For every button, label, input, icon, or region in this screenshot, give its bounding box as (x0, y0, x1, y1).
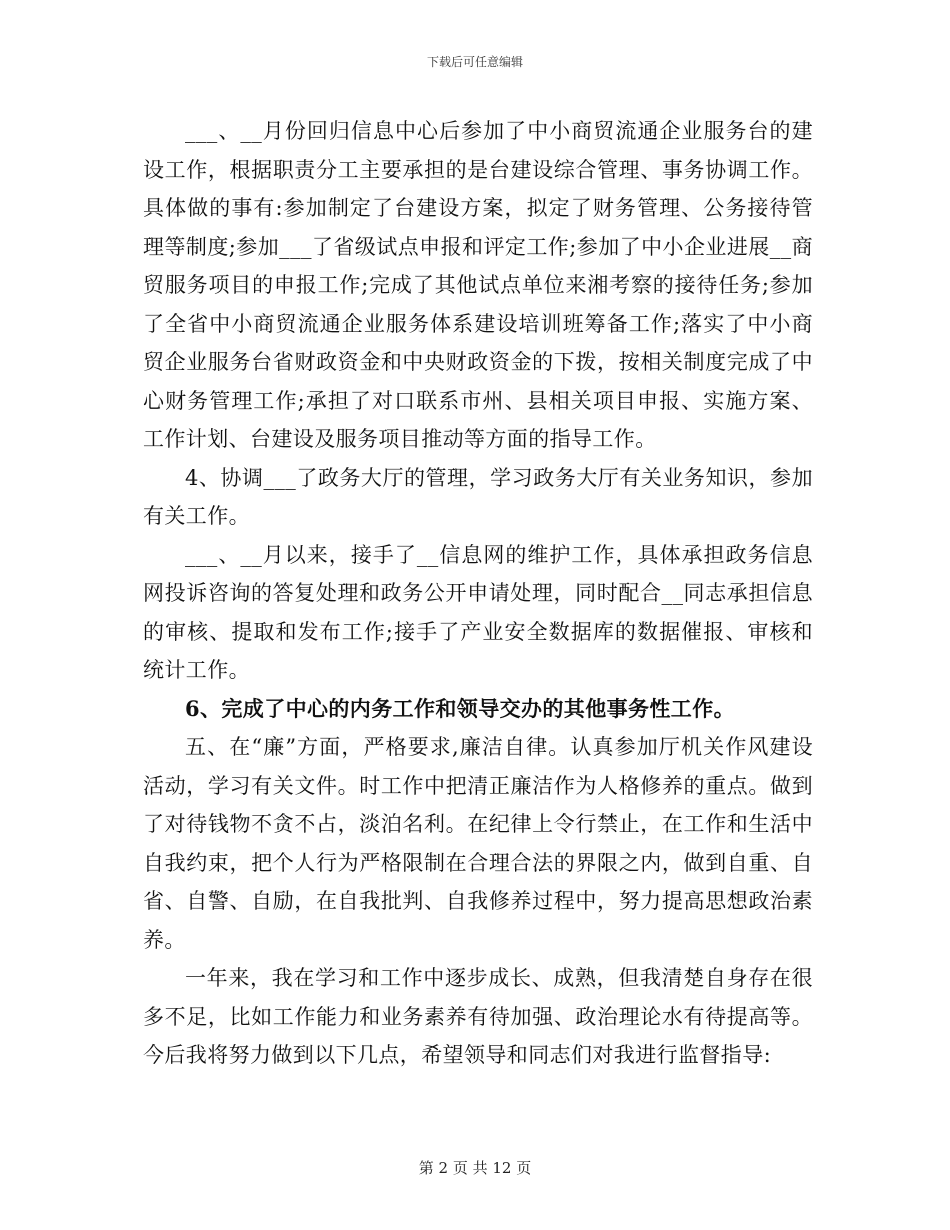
page-number-footer: 第 2 页 共 12 页 (418, 1159, 532, 1177)
paragraph-internal-affairs: 6、完成了中心的内务工作和领导交办的其他事务性工作。 (185, 695, 736, 721)
paragraph-summary: 一年来，我在学习和工作中逐步成长、成熟，但我清楚自身存在很多不足，比如工作能力和业务素养有待加强、政治理论水有待提高等。今后我将努力做到以下几点，希望领导和同志们对我进行监督指导: (143, 966, 813, 1067)
document-body (143, 112, 813, 1075)
paragraph-integrity: 五、在“廉”方面，严格要求,廉洁自律。认真参加厅机关作风建设活动，学习有关文件。时工作中把清正廉洁作为人格修养的重点。做到了对待钱物不贪不占，淡泊名利。在纪律上令行禁止，在工作和生活中自我约束，把个人行为严格限制在合理合法的界限之内，做到自重、自省、自警、自励，在自我批判、自我修养过程中，努力提高思想政治素养。 (143, 735, 813, 952)
paragraph-hall-coordination: 4、协调___了政务大厅的管理，学习政务大厅有关业务知识，参加有关工作。 (143, 465, 813, 528)
paragraph-info-network: ___、__月以来，接手了__信息网的维护工作，具体承担政务信息网投诉咨询的答复处理和政务公开申请处理，同时配合__同志承担信息的审核、提取和发布工作;接手了产业安全数据库的数据催报、审核和统计工作。 (143, 542, 813, 682)
paragraph-platform-construction: ___、__月份回归信息中心后参加了中小商贸流通企业服务台的建设工作，根据职责分工主要承担的是台建设综合管理、事务协调工作。具体做的事有:参加制定了台建设方案，拟定了财务管理、公务接待管理等制度;参加___了省级试点申报和评定工作;参加了中小企业进展__商贸服务项目的申报工作;完成了其他试点单位来湘考察的接待任务;参加了全省中小商贸流通企业服务体系建设培训班筹备工作;落实了中小商贸企业服务台省财政资金和中央财政资金的下拨，按相关制度完成了中心财务管理工作;承担了对口联系市州、县相关项目申报、实施方案、工作计划、台建设及服务项目推动等方面的指导工作。 (143, 119, 813, 451)
page-header: 下载后可任意编辑 (426, 55, 523, 69)
